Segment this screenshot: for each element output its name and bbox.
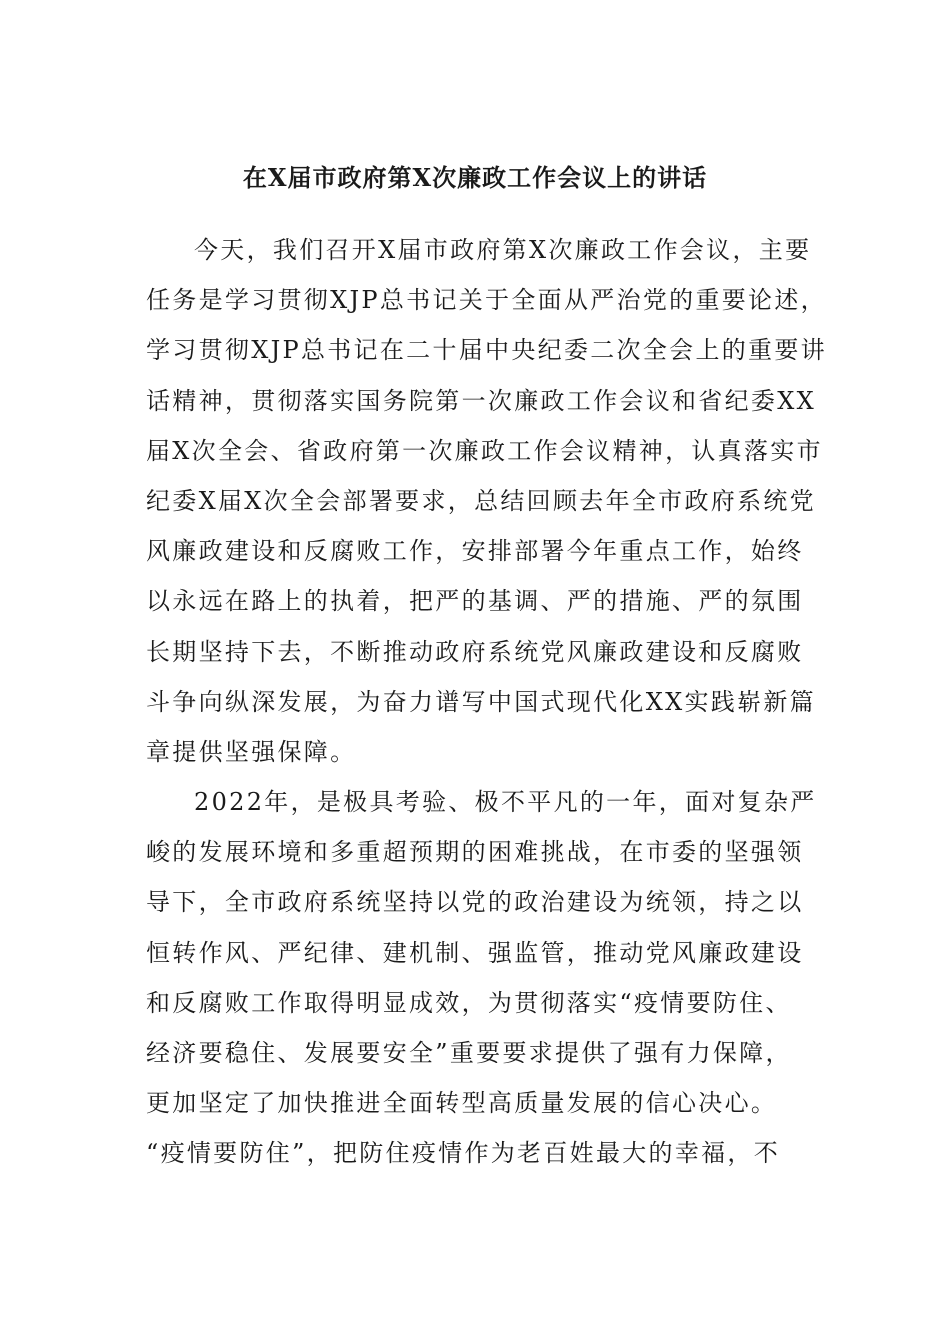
body-line: 风廉政建设和反腐败工作，安排部署今年重点工作，始终 [146, 537, 804, 566]
body-line: 峻的发展环境和多重超预期的困难挑战，在市委的坚强领 [146, 838, 804, 867]
body-line: 经济要稳住、发展要安全”重要要求提供了强有力保障， [146, 1039, 792, 1067]
body-line: 长期坚持下去，不断推动政府系统党风廉政建设和反腐败 [146, 637, 804, 666]
body-line: 届X次全会、省政府第一次廉政工作会议精神，认真落实市 [146, 436, 823, 465]
body-line: 话精神，贯彻落实国务院第一次廉政工作会议和省纪委XX [146, 386, 816, 415]
body-line: “疫情要防住”，把防住疫情作为老百姓最大的幸福，不 [146, 1139, 781, 1168]
document-body [146, 230, 827, 1184]
body-line: 更加坚定了加快推进全面转型高质量发展的信心决心。 [146, 1089, 778, 1118]
body-line: 和反腐败工作取得明显成效，为贯彻落实“疫情要防住、 [146, 988, 792, 1017]
body-line: 导下，全市政府系统坚持以党的政治建设为统领，持之以 [146, 888, 804, 917]
body-line: 今天，我们召开X届市政府第X次廉政工作会议，主要 [194, 236, 812, 264]
body-line: 2022年，是极具考验、极不平凡的一年，面对复杂严 [194, 788, 817, 817]
document-title: 在X届市政府第X次廉政工作会议上的讲话 [242, 163, 708, 192]
body-line: 章提供坚强保障。 [146, 737, 357, 766]
body-line: 斗争向纵深发展，为奋力谱写中国式现代化XX实践崭新篇 [146, 687, 816, 716]
body-line: 学习贯彻XJP总书记在二十届中央纪委二次全会上的重要讲 [146, 336, 827, 365]
body-line: 纪委X届X次全会部署要求，总结回顾去年全市政府系统党 [146, 486, 816, 515]
body-line: 以永远在路上的执着，把严的基调、严的措施、严的氛围 [146, 587, 804, 616]
body-line: 任务是学习贯彻XJP总书记关于全面从严治党的重要论述， [146, 286, 827, 315]
body-line: 恒转作风、严纪律、建机制、强监管，推动党风廉政建设 [146, 938, 804, 967]
